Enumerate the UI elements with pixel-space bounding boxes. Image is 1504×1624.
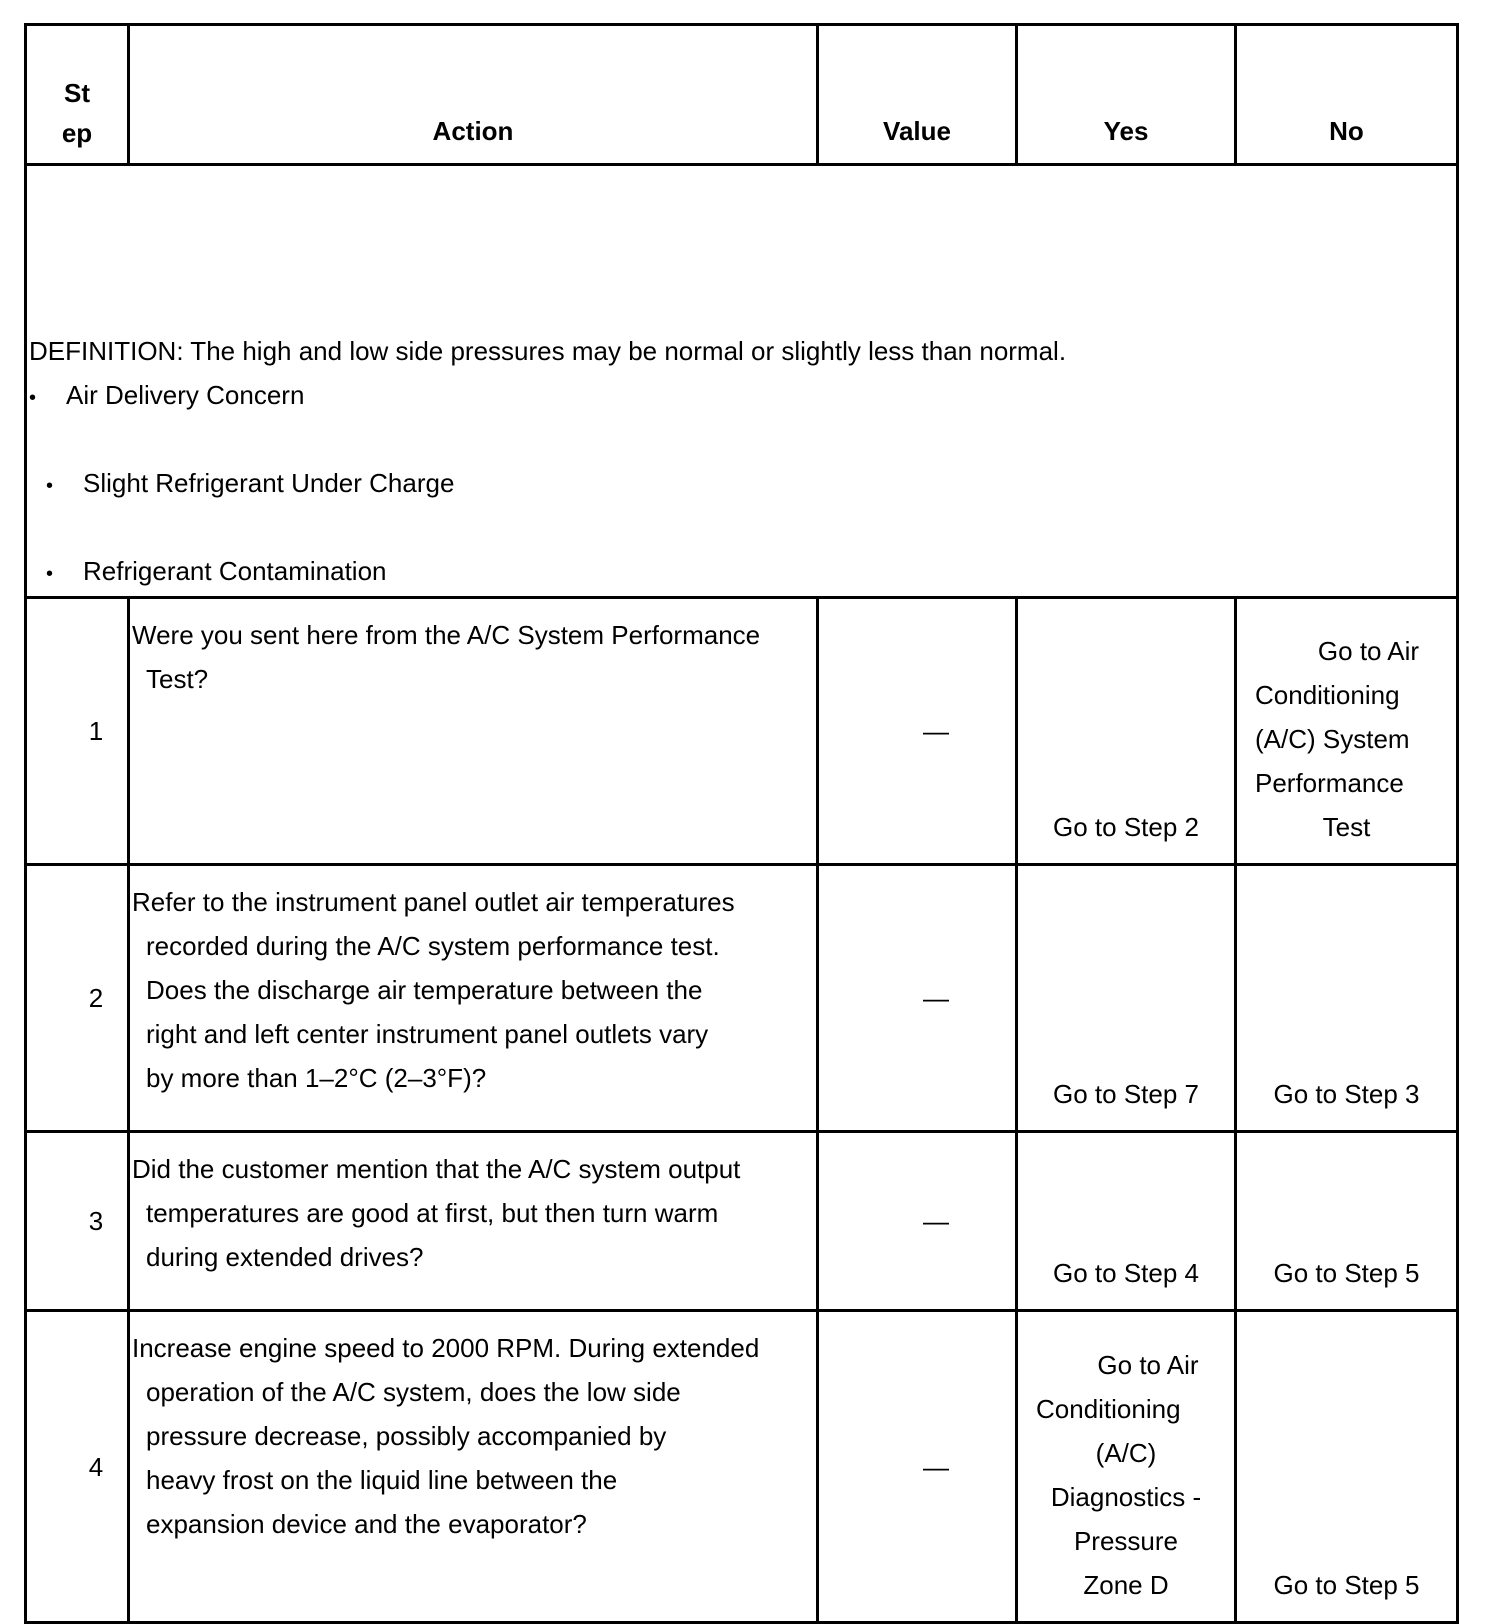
- definition-item: [29, 461, 1454, 508]
- yes-result: [1017, 598, 1236, 865]
- bullet-icon: •: [29, 387, 37, 409]
- bullet-icon: •: [46, 563, 54, 585]
- action-line: Does the discharge air temperature between the: [146, 975, 703, 1005]
- step-action: [129, 865, 818, 1132]
- yes-line: Go to Step 2: [1053, 812, 1199, 842]
- header-action: Action: [129, 25, 818, 165]
- step-value: —: [818, 1311, 1017, 1623]
- yes-line: Go to Step 7: [1053, 1079, 1199, 1109]
- definition-item: [29, 373, 1454, 420]
- table-row: [26, 1311, 1458, 1623]
- no-result: [1236, 598, 1458, 865]
- yes-result: [1017, 865, 1236, 1132]
- definition-cell: [26, 165, 1458, 598]
- action-line: operation of the A/C system, does the low side: [146, 1377, 681, 1407]
- no-line: (A/C) System: [1255, 724, 1410, 754]
- yes-line: Go to Air: [1097, 1350, 1199, 1380]
- action-line: Increase engine speed to 2000 RPM. During extended: [132, 1333, 760, 1363]
- header-no: No: [1236, 25, 1458, 165]
- header-yes: Yes: [1017, 25, 1236, 165]
- definition-title: DEFINITION: The high and low side pressures may be normal or slightly less than normal.: [29, 336, 1067, 366]
- no-line: Conditioning: [1255, 680, 1400, 710]
- step-action: [129, 1311, 818, 1623]
- header-step-line-1: St: [64, 78, 90, 108]
- step-value: —: [818, 865, 1017, 1132]
- definition-item-text: Air Delivery Concern: [66, 380, 305, 410]
- action-line: right and left center instrument panel outlets vary: [146, 1019, 709, 1049]
- no-line: Go to Step 5: [1273, 1570, 1420, 1600]
- no-line: Performance: [1255, 768, 1404, 798]
- action-line: by more than 1–2°C (2–3°F)?: [146, 1063, 487, 1093]
- yes-line: Go to Step 4: [1053, 1258, 1199, 1288]
- yes-line: Zone D: [1083, 1570, 1169, 1600]
- no-line: Go to Step 3: [1273, 1079, 1420, 1109]
- action-line: temperatures are good at first, but then turn warm: [146, 1198, 719, 1228]
- table-row: [26, 598, 1458, 865]
- step-value: —: [818, 598, 1017, 865]
- definition-item: [29, 549, 1454, 596]
- no-line: Go to Step 5: [1273, 1258, 1420, 1288]
- yes-line: Conditioning: [1036, 1394, 1181, 1424]
- action-line: Refer to the instrument panel outlet air temperatures: [132, 887, 735, 917]
- action-line: heavy frost on the liquid line between the: [146, 1465, 618, 1495]
- diagnostic-table: [24, 23, 1459, 1624]
- action-line: recorded during the A/C system performance test.: [146, 931, 720, 961]
- table-header-row: [26, 25, 1458, 165]
- yes-line: Pressure: [1073, 1526, 1179, 1556]
- definition-item-text: Refrigerant Contamination: [83, 556, 387, 586]
- header-step-line-2: ep: [61, 118, 93, 148]
- action-line: Did the customer mention that the A/C system output: [132, 1154, 741, 1184]
- action-line: pressure decrease, possibly accompanied by: [146, 1421, 667, 1451]
- action-line: during extended drives?: [146, 1242, 424, 1272]
- header-step: [26, 25, 129, 165]
- step-number: 3: [26, 1132, 129, 1311]
- header-value: Value: [818, 25, 1017, 165]
- definition-row: [26, 165, 1458, 598]
- yes-line: (A/C): [1095, 1438, 1157, 1468]
- step-number: 2: [26, 865, 129, 1132]
- step-number: 4: [26, 1311, 129, 1623]
- no-result: [1236, 1311, 1458, 1623]
- step-action: [129, 1132, 818, 1311]
- table-row: [26, 865, 1458, 1132]
- no-result: [1236, 1132, 1458, 1311]
- step-number: 1: [26, 598, 129, 865]
- action-line: Were you sent here from the A/C System Performance: [132, 620, 761, 650]
- no-line: Test: [1322, 812, 1371, 842]
- definition-item-text: Slight Refrigerant Under Charge: [83, 468, 455, 498]
- yes-line: Diagnostics -: [1050, 1482, 1202, 1512]
- action-line: expansion device and the evaporator?: [146, 1509, 587, 1539]
- yes-result: [1017, 1132, 1236, 1311]
- action-line: Test?: [146, 664, 209, 694]
- yes-result: [1017, 1311, 1236, 1623]
- no-result: [1236, 865, 1458, 1132]
- step-value: —: [818, 1132, 1017, 1311]
- bullet-icon: •: [46, 475, 54, 497]
- no-line: Go to Air: [1317, 636, 1420, 666]
- table-row: [26, 1132, 1458, 1311]
- step-action: [129, 598, 818, 865]
